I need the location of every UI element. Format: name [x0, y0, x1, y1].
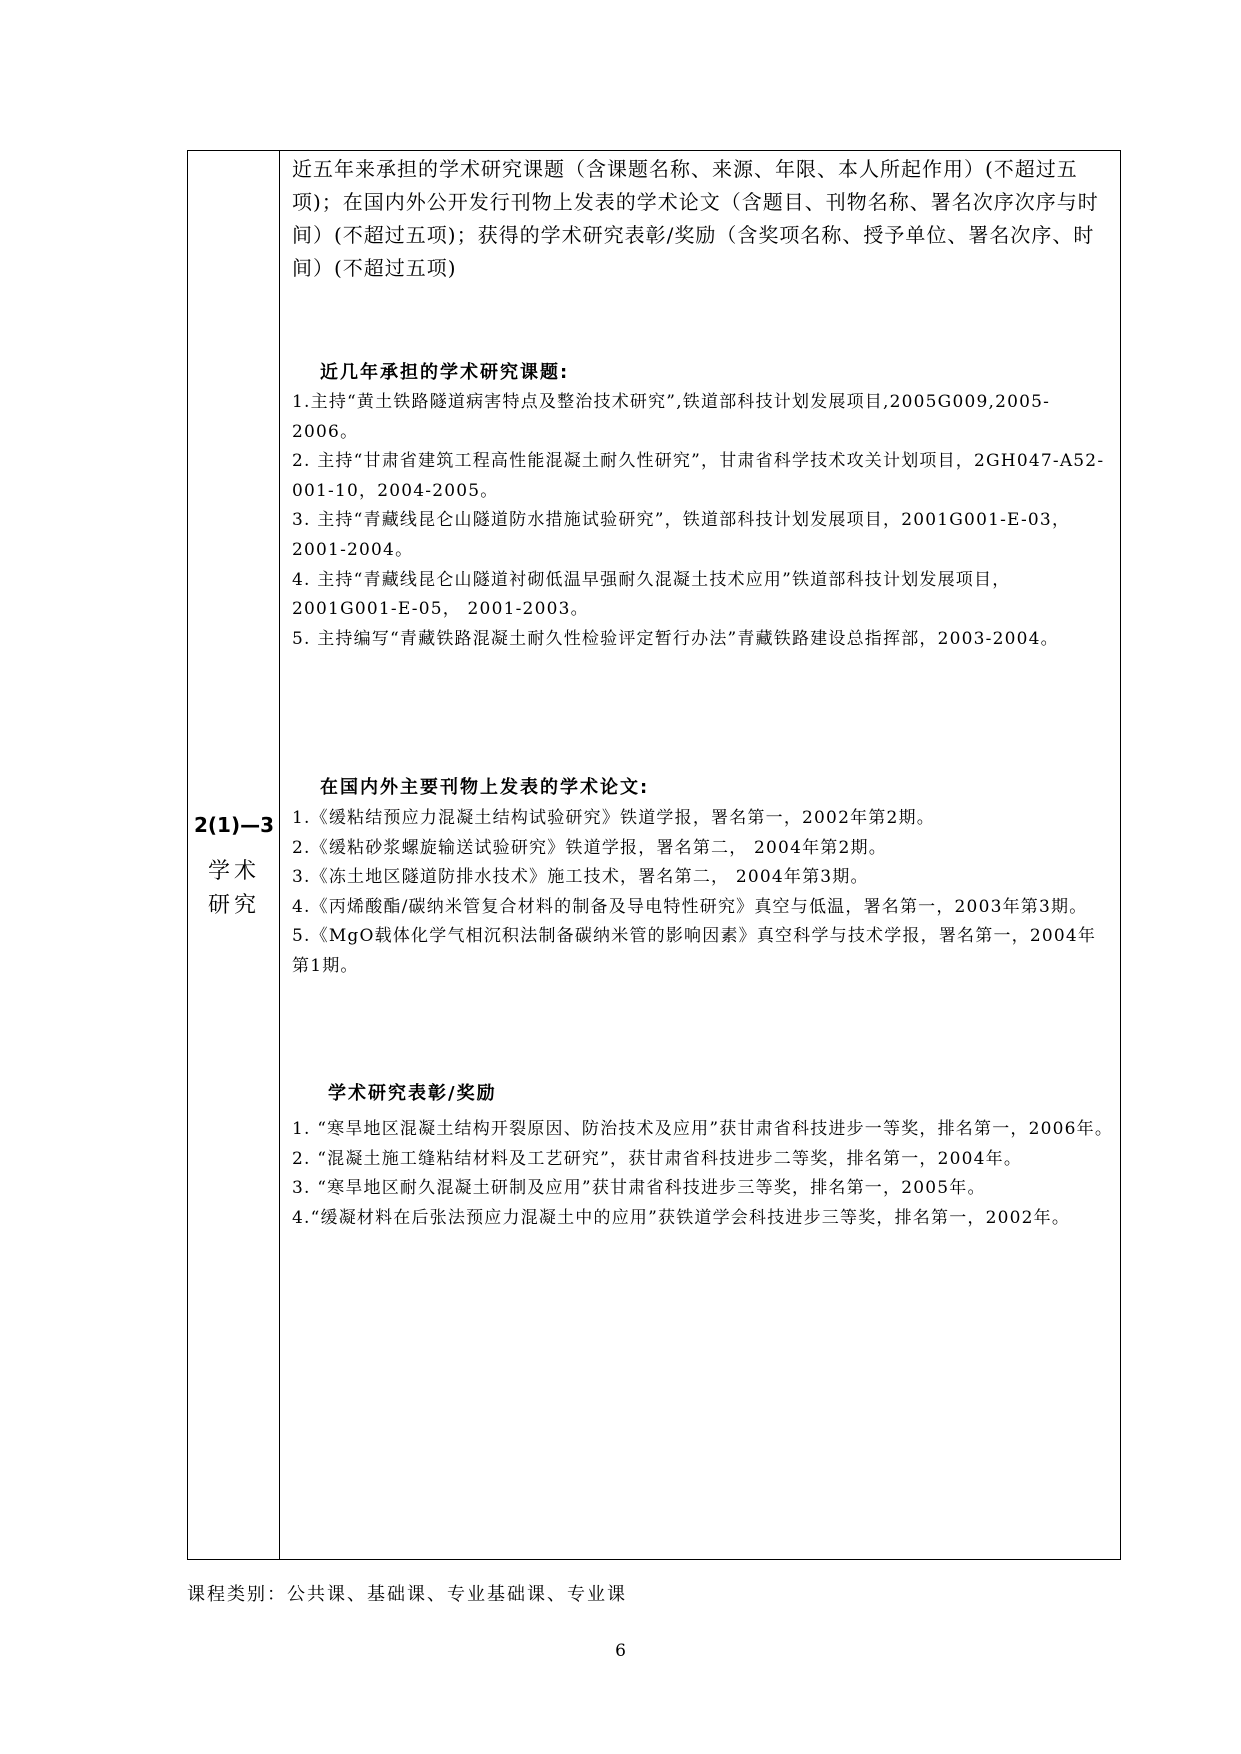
list-item: 4. 主持“青藏线昆仑山隧道衬砌低温早强耐久混凝土技术应用”铁道部科技计划发展项目， 2001G001-E-05， 2001-2003。: [292, 569, 1011, 620]
section-code: 2(1)—3: [193, 813, 275, 837]
section-instructions: 近五年来承担的学术研究课题（含课题名称、来源、年限、本人所起作用）(不超过五项)；在国内外公开发行刊物上发表的学术论文（含题目、刊物名称、署名次序次序与时间）(不超过五项)；获得的学术研究表彰/奖励（含奖项名称、授予单位、署名次序、时间）(不超过五项): [292, 157, 1099, 280]
list-item: 5.《MgO载体化学气相沉积法制备碳纳米管的影响因素》真空科学与技术学报，署名第一，2004年第1期。: [292, 926, 1097, 976]
list-item: 1.《缓粘结预应力混凝土结构试验研究》铁道学报，署名第一，2002年第2期。: [292, 808, 935, 828]
section-content-cell: [280, 151, 1120, 1559]
list-item: 4.“缓凝材料在后张法预应力混凝土中的应用”获铁道学会科技进步三等奖，排名第一，2002年。: [292, 1207, 1071, 1228]
list-item: 1. “寒旱地区混凝土结构开裂原因、防治技术及应用”获甘肃省科技进步一等奖，排名第一，2006年。: [292, 1119, 1114, 1139]
list-item: 3. 主持“青藏线昆仑山隧道防水措施试验研究”，铁道部科技计划发展项目，2001G001-E-03， 2001-2004。: [292, 510, 1071, 560]
section-name-line1: 学术: [207, 859, 260, 884]
research-projects-heading: 近几年承担的学术研究课题:: [320, 362, 570, 383]
papers-list: [292, 804, 1114, 982]
research-table: [187, 150, 1121, 1560]
list-item: 3.《冻土地区隧道防排水技术》施工技术，署名第二， 2004年第3期。: [292, 867, 869, 888]
course-category-note: 课程类别：公共课、基础课、专业基础课、专业课: [187, 1584, 627, 1605]
research-projects-list: [292, 388, 1114, 654]
section-label-cell: [188, 151, 280, 1559]
list-item: 2. “混凝土施工缝粘结材料及工艺研究”，获甘肃省科技进步二等奖，排名第一，2004年。: [292, 1148, 1023, 1169]
papers-heading: 在国内外主要刊物上发表的学术论文:: [320, 777, 650, 798]
list-item: 1.主持“黄土铁路隧道病害特点及整治技术研究”,铁道部科技计划发展项目,2005G009,2005-2006。: [292, 392, 1051, 442]
list-item: 3. “寒旱地区耐久混凝土研制及应用”获甘肃省科技进步三等奖，排名第一，2005年。: [292, 1178, 986, 1199]
list-item: 4.《丙烯酸酯/碳纳米管复合材料的制备及导电特性研究》真空与低温，署名第一，2003年第3期。: [292, 896, 1088, 917]
list-item: 2. 主持“甘肃省建筑工程高性能混凝土耐久性研究”，甘肃省科学技术攻关计划项目，2GH047-A52-001-10，2004-2005。: [292, 451, 1105, 501]
section-name-line2: 研究: [207, 893, 260, 918]
awards-heading: 学术研究表彰/奖励: [328, 1083, 497, 1104]
list-item: 2.《缓粘砂浆螺旋输送试验研究》铁道学报，署名第二， 2004年第2期。: [292, 837, 887, 858]
awards-list: [292, 1115, 1114, 1233]
page-number: 6: [615, 1641, 626, 1661]
section-name: [188, 855, 280, 923]
list-item: 5. 主持编写“青藏铁路混凝土耐久性检验评定暂行办法”青藏铁路建设总指挥部，2003-2004。: [292, 628, 1059, 649]
